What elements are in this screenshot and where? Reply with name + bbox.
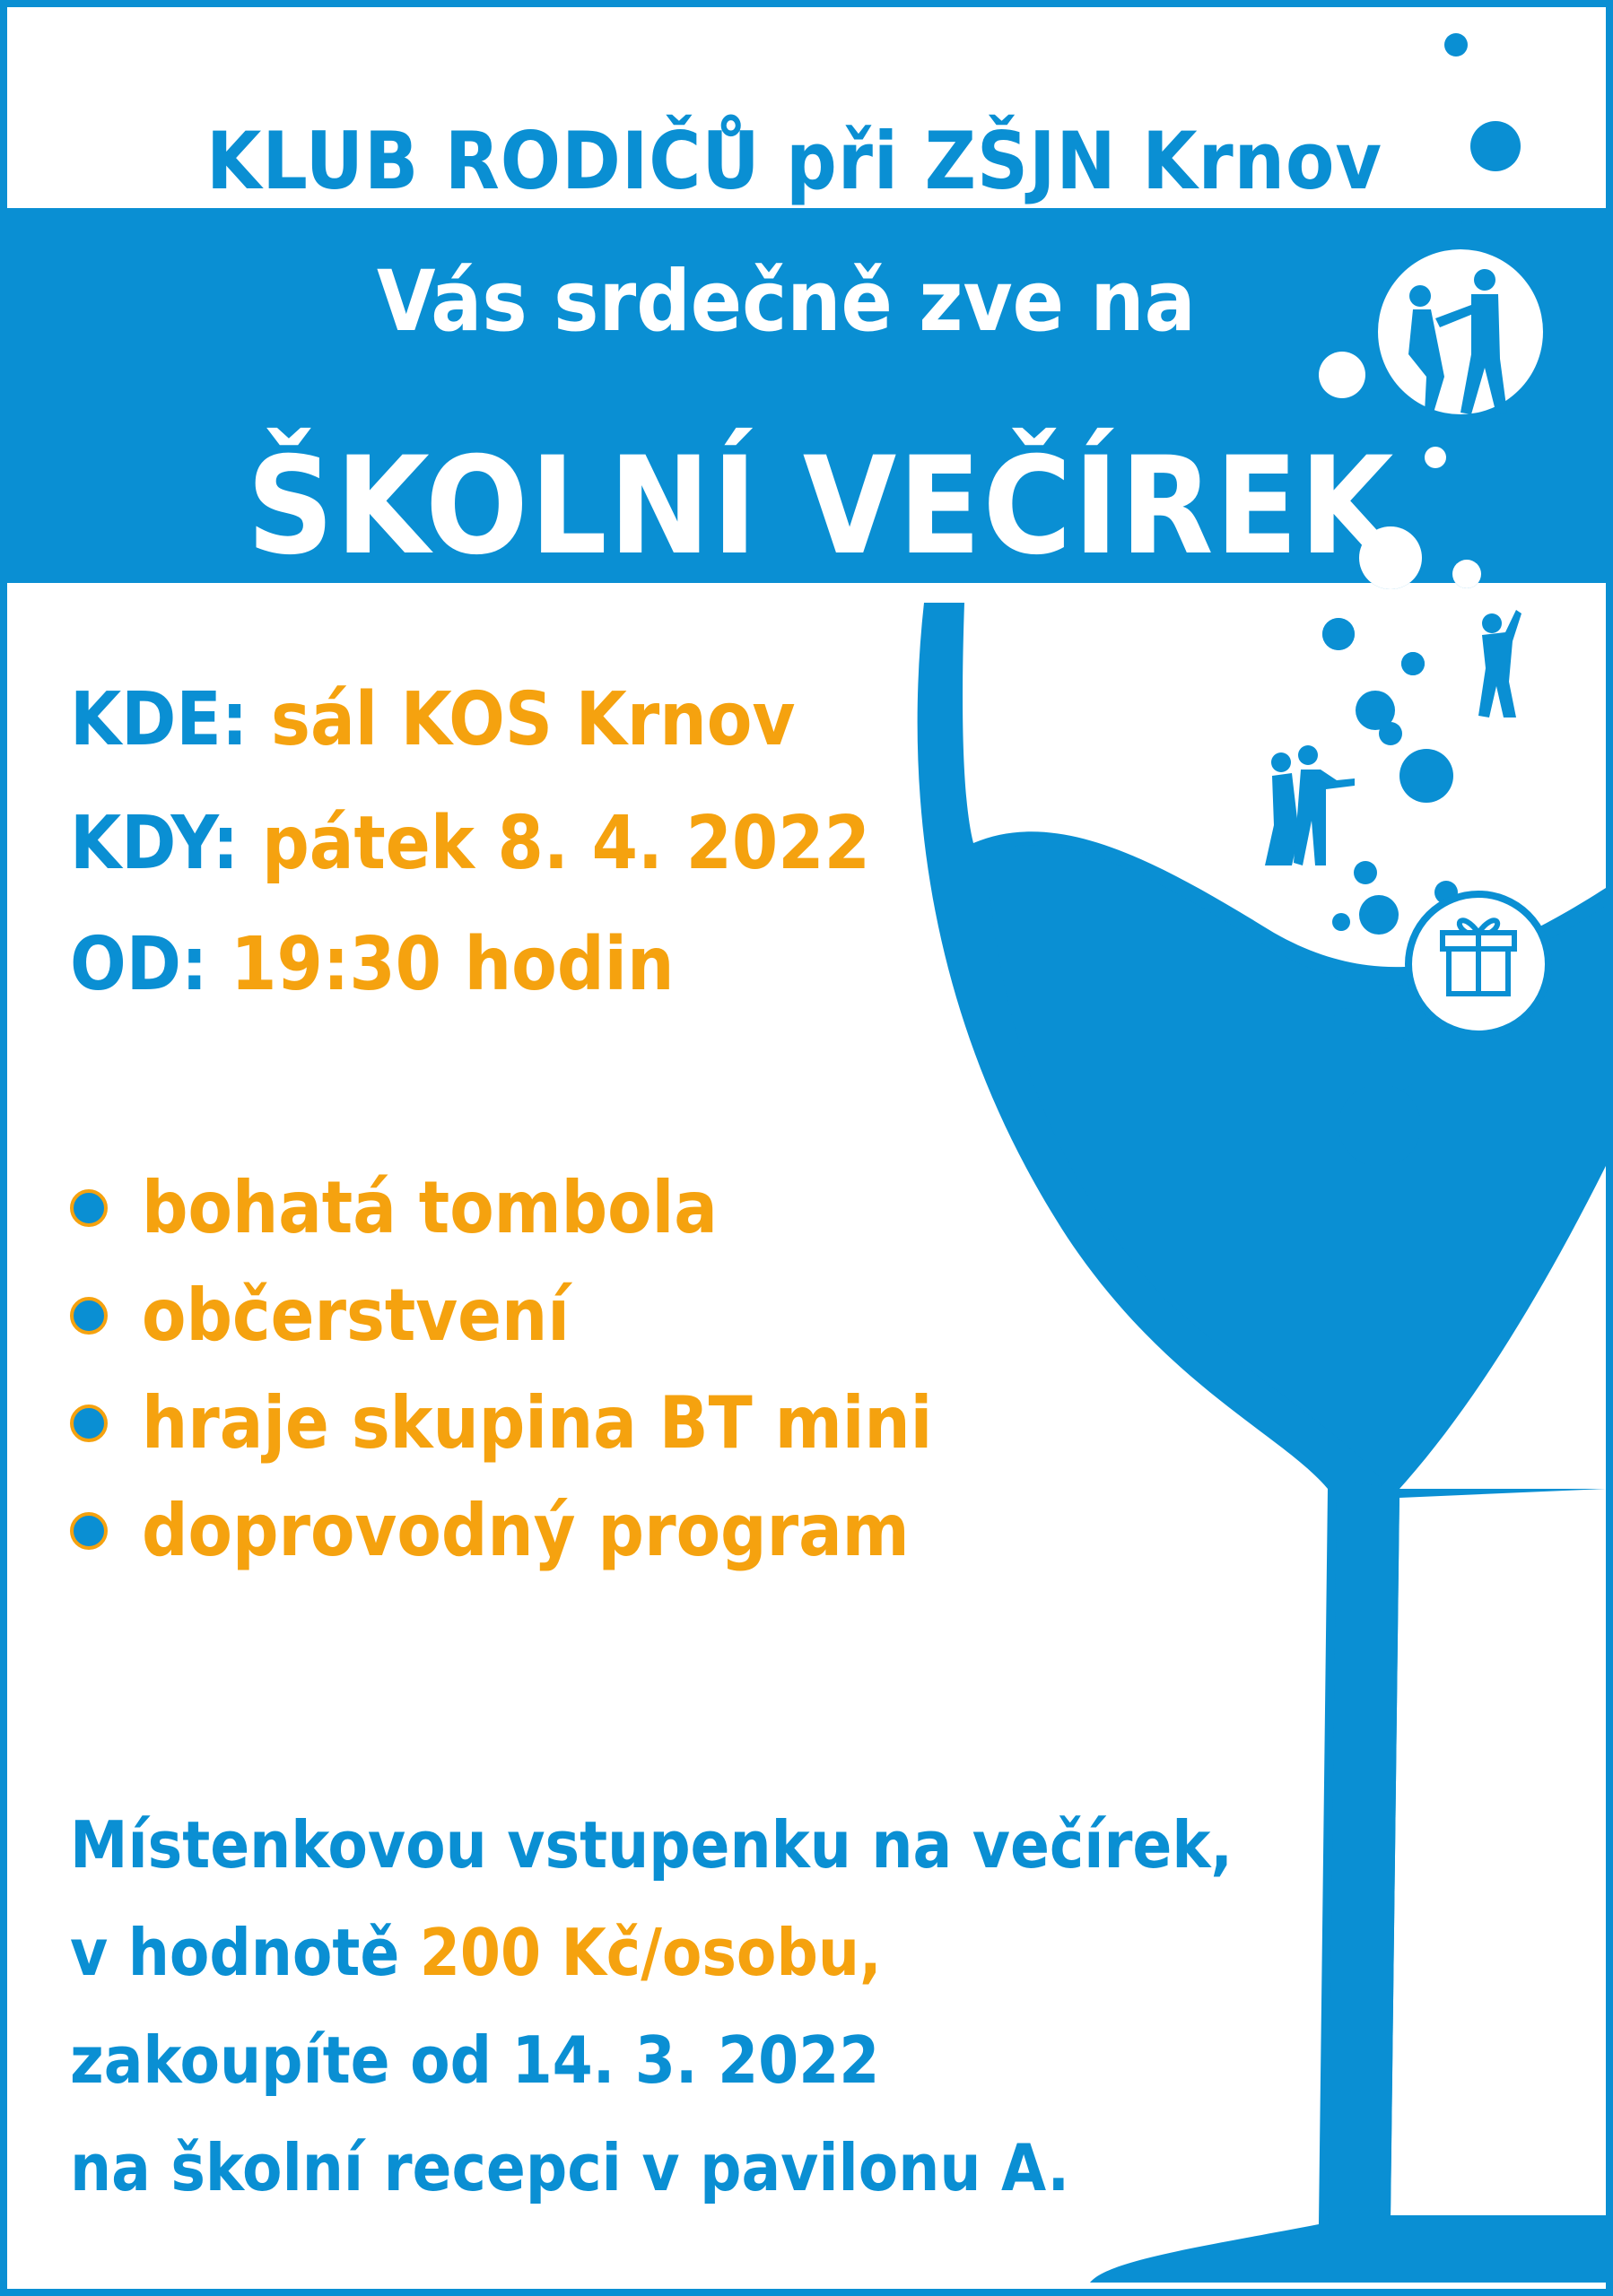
event-title: ŠKOLNÍ VEČÍREK xyxy=(247,429,1396,585)
bullet-icon xyxy=(70,1405,108,1442)
ticket-line-1: Místenkovou vstupenku na večírek, xyxy=(70,1807,1234,1883)
ticket-line-4: na školní recepci v pavilonu A. xyxy=(70,2130,1070,2205)
club-name: KLUB RODIČŮ při ZŠJN Krnov xyxy=(206,115,1383,207)
list-item-text: doprovodný program xyxy=(142,1489,910,1572)
ticket-line-2 xyxy=(70,1915,882,1990)
detail-where xyxy=(70,677,796,762)
list-item-text: bohatá tombola xyxy=(142,1166,718,1249)
detail-value: sál KOS Krnov xyxy=(271,677,796,762)
list-item-text: občerstvení xyxy=(142,1274,570,1357)
bullet-icon xyxy=(70,1297,108,1335)
detail-label: OD: xyxy=(70,922,208,1007)
invite-line: Vás srdečně zve na xyxy=(377,253,1196,351)
detail-when xyxy=(70,801,870,886)
ticket-price-prefix: v hodnotě xyxy=(70,1915,420,1990)
detail-time xyxy=(70,922,674,1007)
detail-value: 19:30 hodin xyxy=(231,922,675,1007)
detail-label: KDY: xyxy=(70,801,240,886)
detail-value: pátek 8. 4. 2022 xyxy=(261,801,870,886)
bullet-icon xyxy=(70,1189,108,1227)
detail-label: KDE: xyxy=(70,677,248,762)
bullet-icon xyxy=(70,1512,108,1550)
ticket-line-3: zakoupíte od 14. 3. 2022 xyxy=(70,2022,880,2098)
ticket-price: 200 Kč/osobu, xyxy=(419,1915,882,1990)
list-item-text: hraje skupina BT mini xyxy=(142,1381,933,1465)
